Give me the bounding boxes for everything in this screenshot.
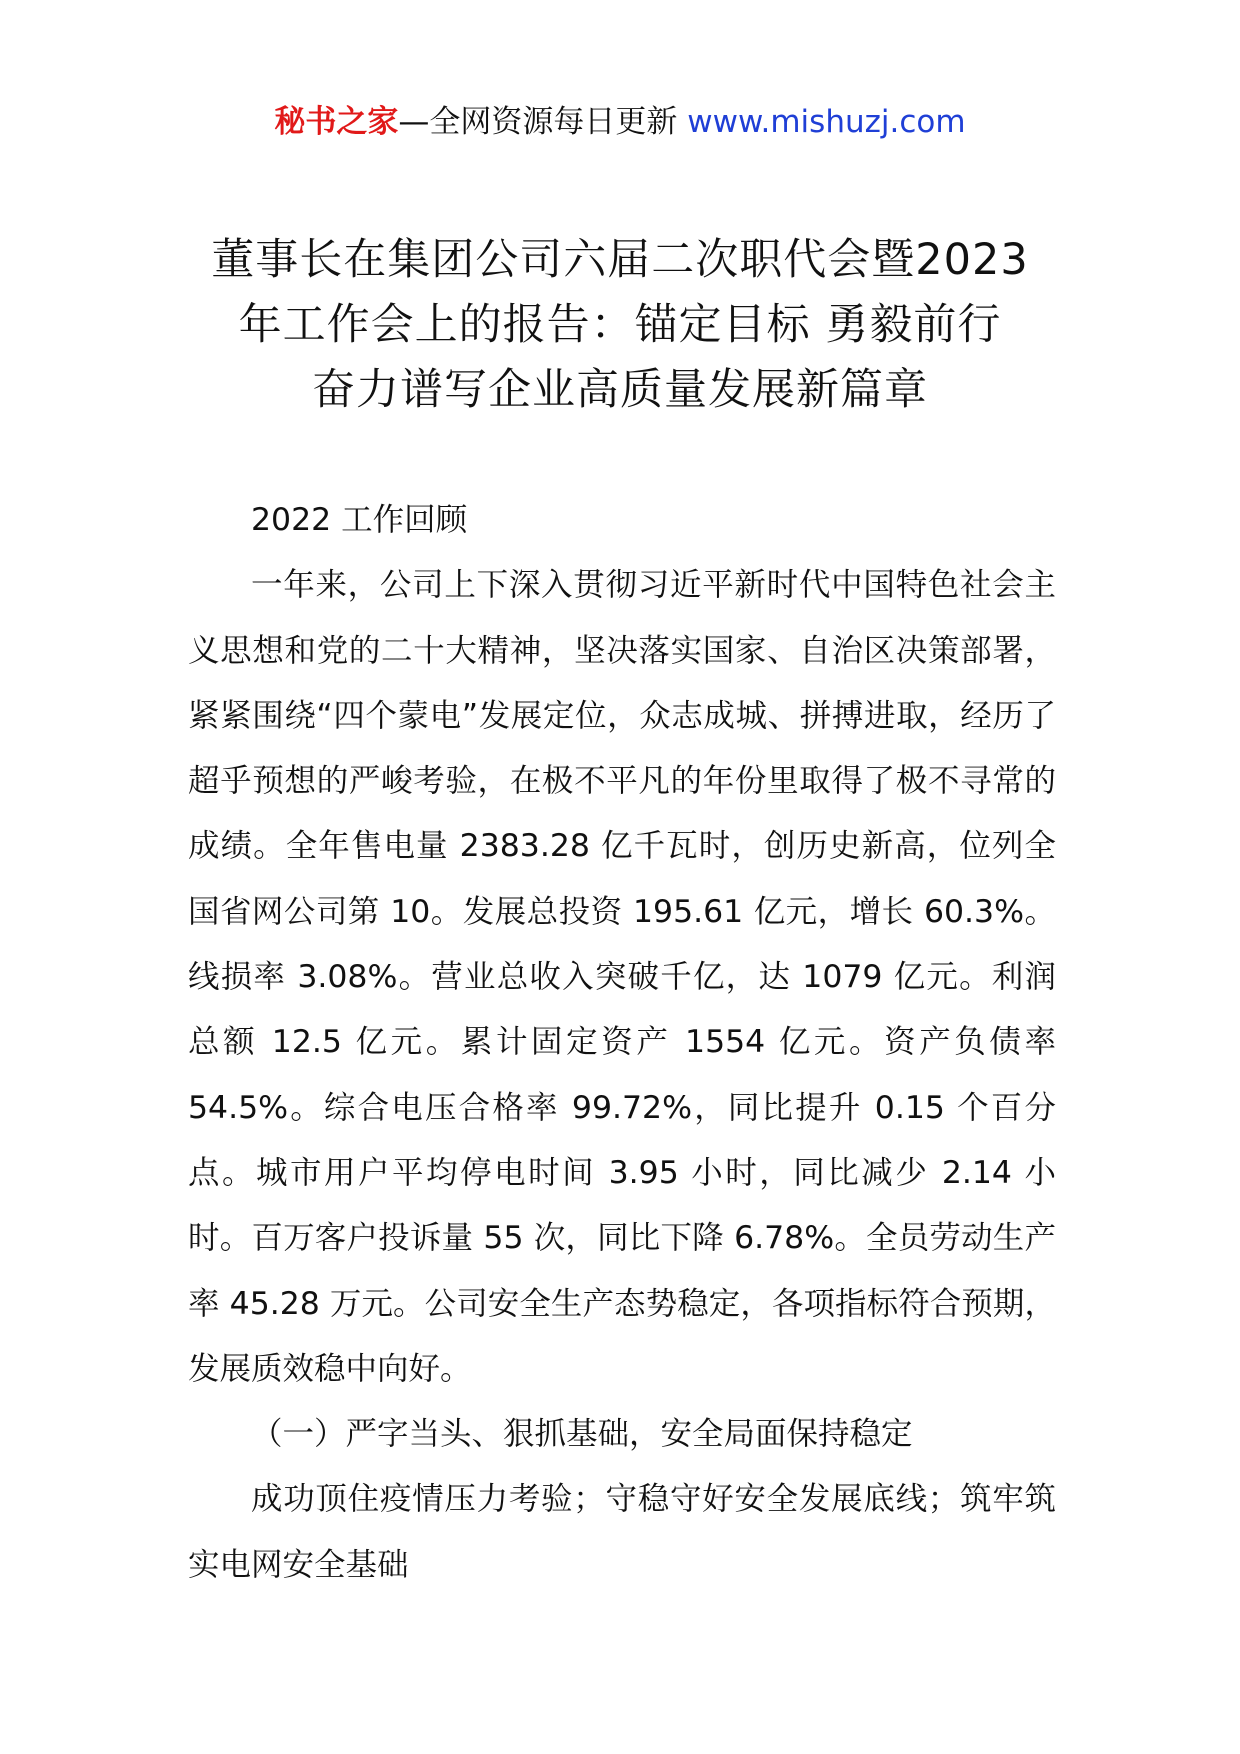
site-url-link[interactable]: www.mishuzj.com — [687, 104, 966, 140]
header-tagline: —全网资源每日更新 — [398, 104, 688, 140]
section-heading: 2022 工作回顾 — [251, 502, 468, 538]
subheading-1: （一）严字当头、狠抓基础，安全局面保持稳定 — [251, 1416, 913, 1453]
title-line-3: 奋力谱写企业高质量发展新篇章 — [312, 365, 928, 415]
document-body — [188, 488, 1056, 1598]
document-title — [150, 228, 1090, 423]
body-paragraph-1: 一年来，公司上下深入贯彻习近平新时代中国特色社会主义思想和党的二十大精神，坚决落实国家、自治区决策部署，紧紧围绕“四个蒙电”发展定位，众志成城、拼搏进取，经历了超乎预想的严峻考验，在极不平凡的年份里取得了极不寻常的成绩。全年售电量 2383.28 亿千瓦时，创历史新高，位列全国省网公司第 10。发展总投资 195.61 亿元，增长 60.3%。线损率 3.08%。营业总收入突破千亿，达 1079 亿元。利润总额 12.5 亿元。累计固定资产 1554 亿元。资产负债率 54.5%。综合电压合格率 99.72%，同比提升 0.15 个百分点。城市用户平均停电时间 3.95 小时，同比减少 2.14 小时。百万客户投诉量 55 次，同比下降 6.78%。全员劳动生产率 45.28 万元。公司安全生产态势稳定，各项指标符合预期，发展质效稳中向好。 — [188, 567, 1056, 1387]
site-header — [0, 100, 1240, 144]
brand-name: 秘书之家 — [274, 104, 399, 140]
body-paragraph-2: 成功顶住疫情压力考验；守稳守好安全发展底线；筑牢筑实电网安全基础 — [188, 1481, 1056, 1583]
title-line-1: 董事长在集团公司六届二次职代会暨2023 — [211, 235, 1029, 285]
title-line-2: 年工作会上的报告：锚定目标 勇毅前行 — [238, 300, 1002, 350]
